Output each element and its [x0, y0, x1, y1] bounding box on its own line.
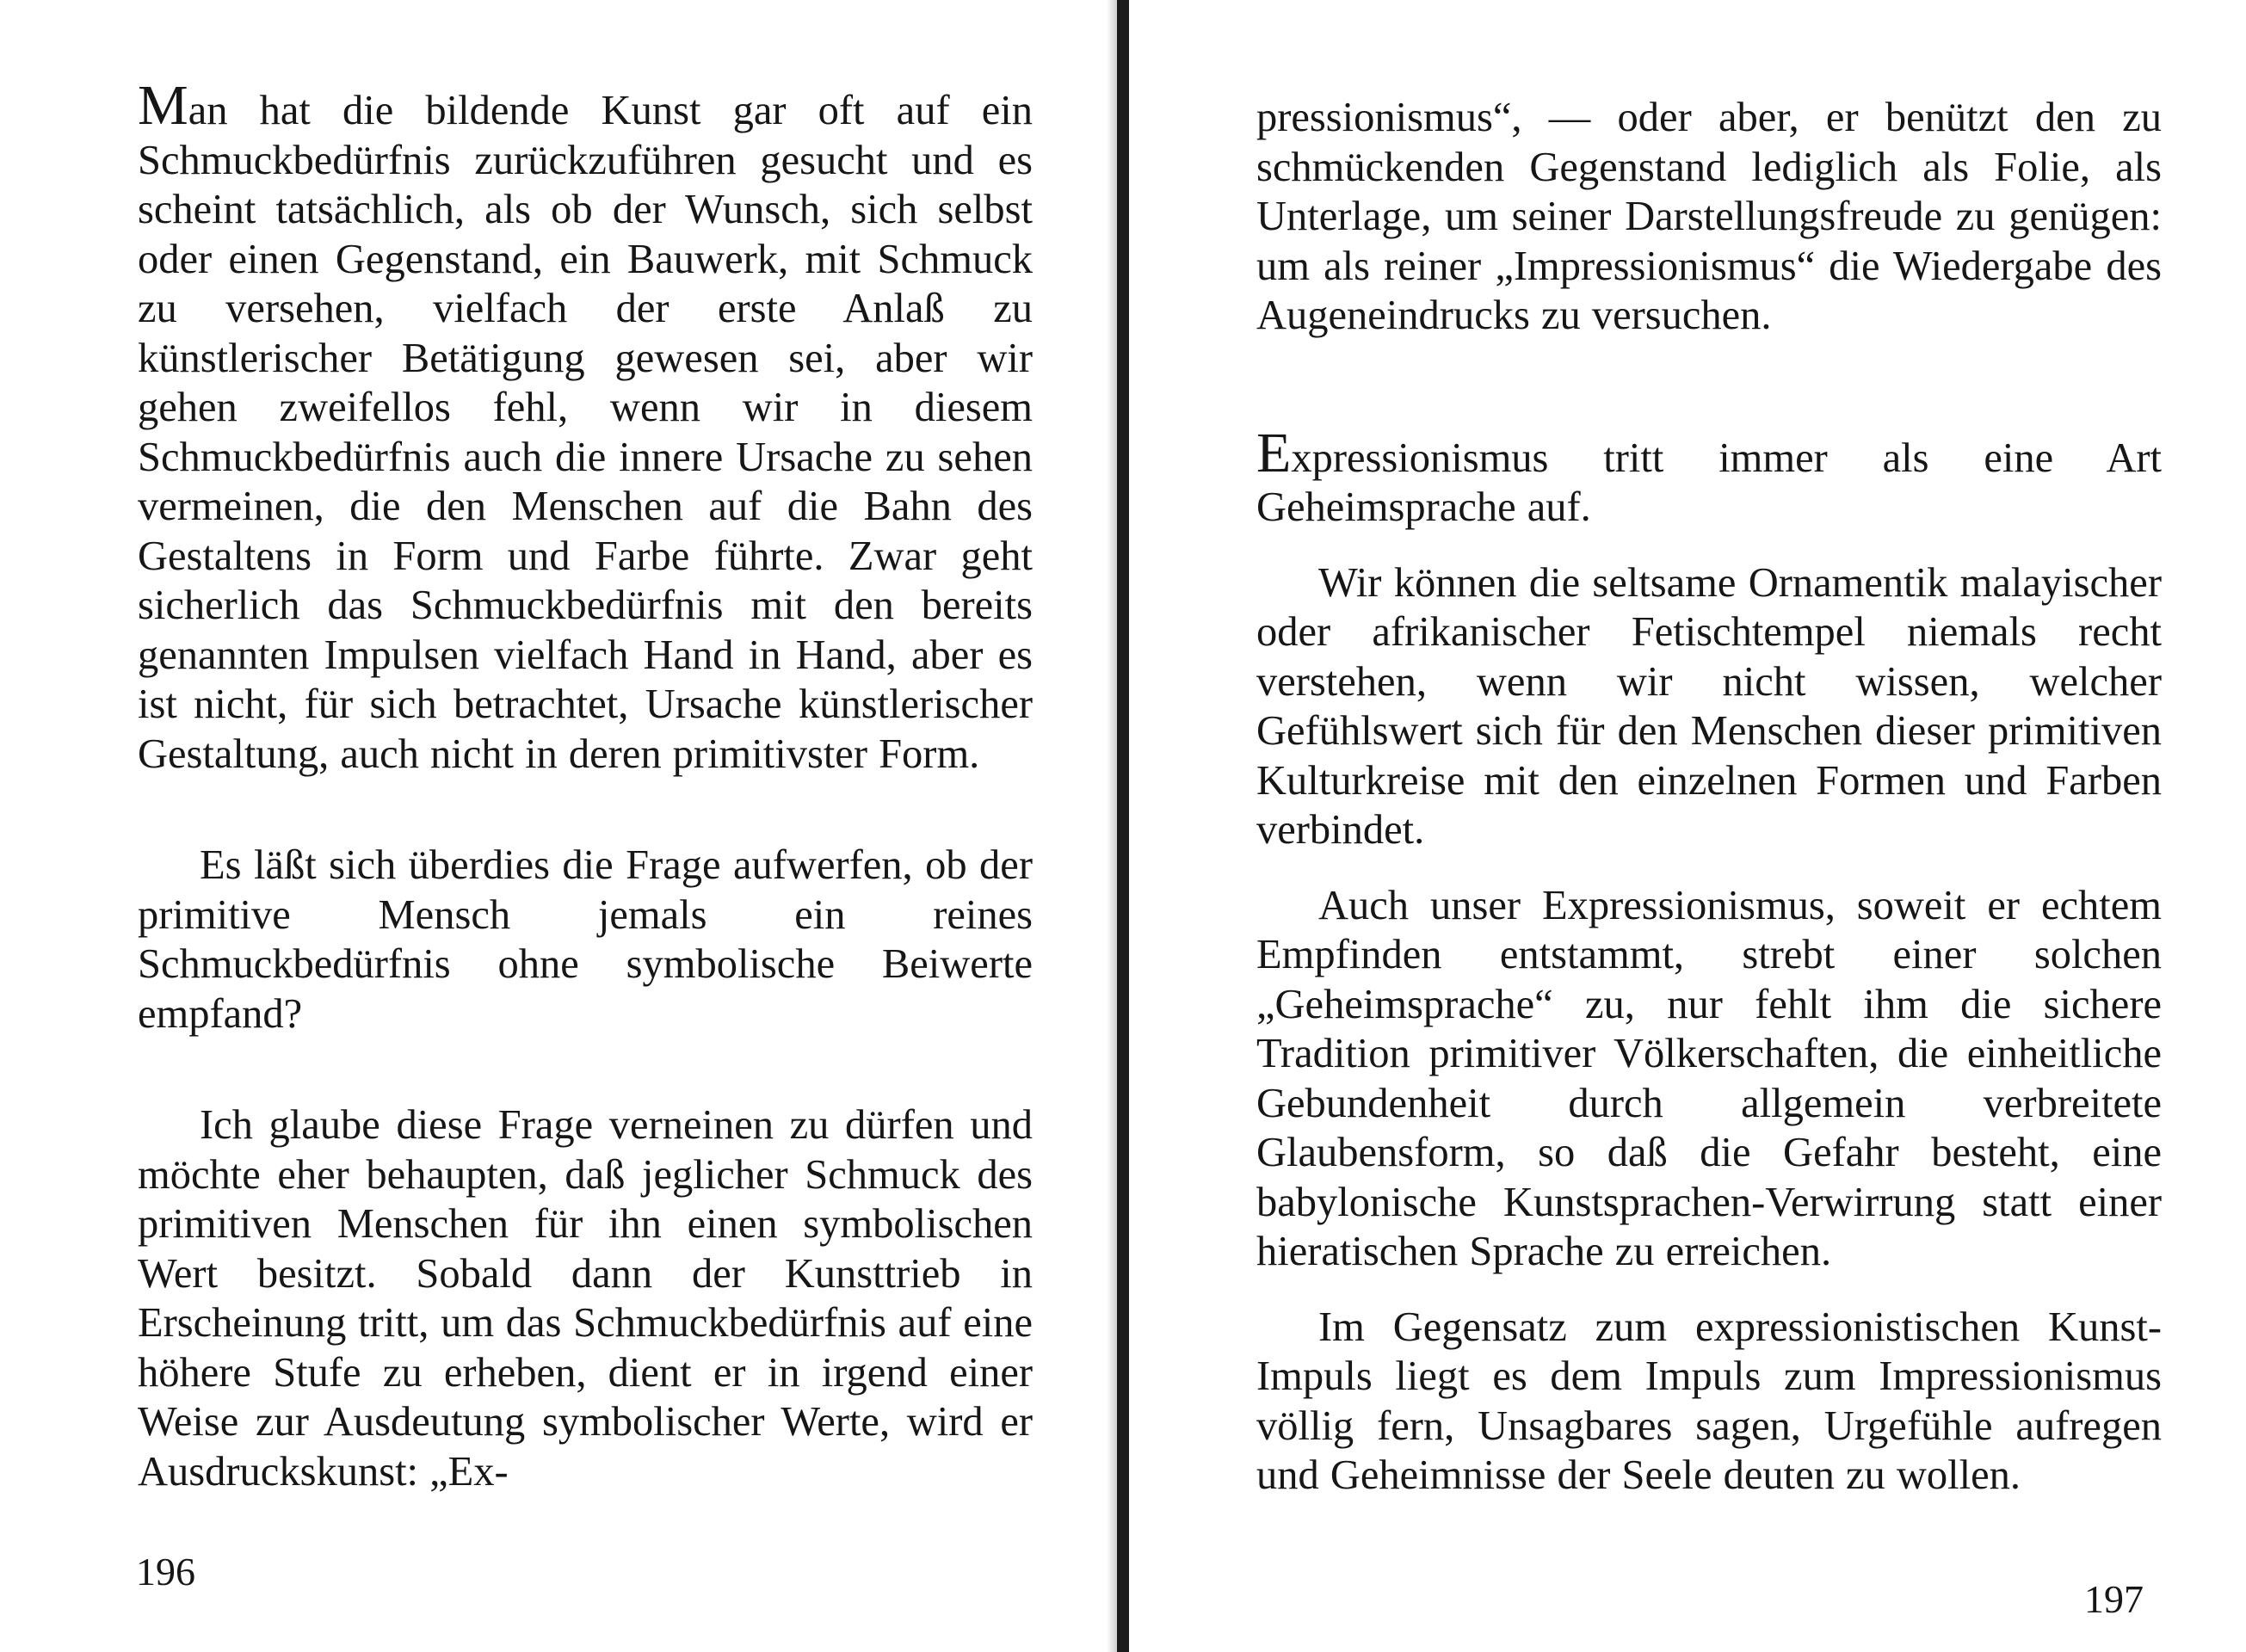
paragraph: pressionismus“, — oder aber, er benützt den zu schmückenden Gegenstand lediglich als Folie, als Unterlage, um seiner Darstellungsfreude zu genügen: um als reiner „Impressionismus“ die Wiedergabe des Augeneindrucks zu versuchen. [1256, 95, 2162, 338]
paragraph-text: an hat die bildende Kunst gar oft auf ein Schmuckbedürfnis zurückzuführen gesucht und es scheint tatsächlich, als ob der Wunsch, sich selbst oder einen Gegenstand, ein Bauwerk, mit Schmuck zu versehen, vielfach der erste Anlaß zu künstlerischer Betätigung gewesen sei, aber wir gehen zweifellos fehl, wenn wir in diesem Schmuckbedürfnis auch die innere Ursache zu sehen vermeinen, die den Menschen auf die Bahn des Gestaltens in Form und Farbe führte. Zwar geht sicherlich das Schmuckbedürfnis mit den bereits genannten Impulsen vielfach Hand in Hand, aber es ist nicht, für sich betrachtet, Ursache künstlerischer Gestaltung, auch nicht in deren primitivster Form. [138, 88, 1033, 777]
paragraph: Ich glaube diese Frage verneinen zu dürfen und möchte eher behaupten, daß jeglicher Schmuck des primitiven Menschen für ihn einen symbolischen Wert besitzt. Sobald dann der Kunsttrieb in Erscheinung tritt, um das Schmuckbedürfnis auf eine höhere Stufe zu erheben, dient er in irgend einer Weise zur Ausdeutung symbolischer Werte, wird er Ausdruckskunst: „Ex- [138, 1102, 1033, 1495]
page-number: 196 [136, 1550, 195, 1593]
left-page-text [138, 74, 1033, 1496]
paragraph: Es läßt sich überdies die Frage aufwerfen, ob der primitive Mensch jemals ein reines Schmuckbedürfnis ohne symbolische Beiwerte empfand? [138, 842, 1033, 1037]
paragraph [1256, 421, 2162, 533]
book-gutter [1117, 0, 1129, 1652]
drop-cap: E [1256, 421, 1292, 484]
paragraph: Wir können die seltsame Ornamentik malayischer oder afrikanischer Fetischtempel niemals recht verstehen, wenn wir nicht wissen, welcher Gefühlswert sich für den Menschen dieser primitiven Kulturkreise mit den einzelnen Formen und Farben verbindet. [1256, 559, 2162, 853]
paragraph-text: xpressionismus tritt immer als eine Art Geheimsprache auf. [1256, 435, 2162, 530]
right-page-text [1256, 93, 2162, 1501]
drop-cap: M [138, 74, 188, 137]
paragraph: Auch unser Expressionismus, soweit er echtem Empfinden entstammt, strebt einer solchen „Geheimsprache“ zu, nur fehlt ihm die sichere Tradition primitiver Völkerschaften, die einheitliche Gebundenheit durch allgemein verbreitete Glaubensform, so daß die Gefahr besteht, eine babylonische Kunstsprachen-Verwirrung statt einer hieratischen Sprache zu erreichen. [1256, 882, 2162, 1274]
right-page [1136, 0, 2246, 1652]
gutter-shadow [1107, 0, 1117, 1652]
left-page [0, 0, 1119, 1652]
page-number: 197 [2084, 1577, 2144, 1621]
paragraph: Im Gegensatz zum expressionistischen Kunst-Impuls liegt es dem Impuls zum Impressionismus völlig fern, Unsagbares sagen, Urgefühle aufregen und Geheimnisse der Seele deuten zu wollen. [1256, 1304, 2162, 1498]
paragraph [138, 74, 1033, 779]
